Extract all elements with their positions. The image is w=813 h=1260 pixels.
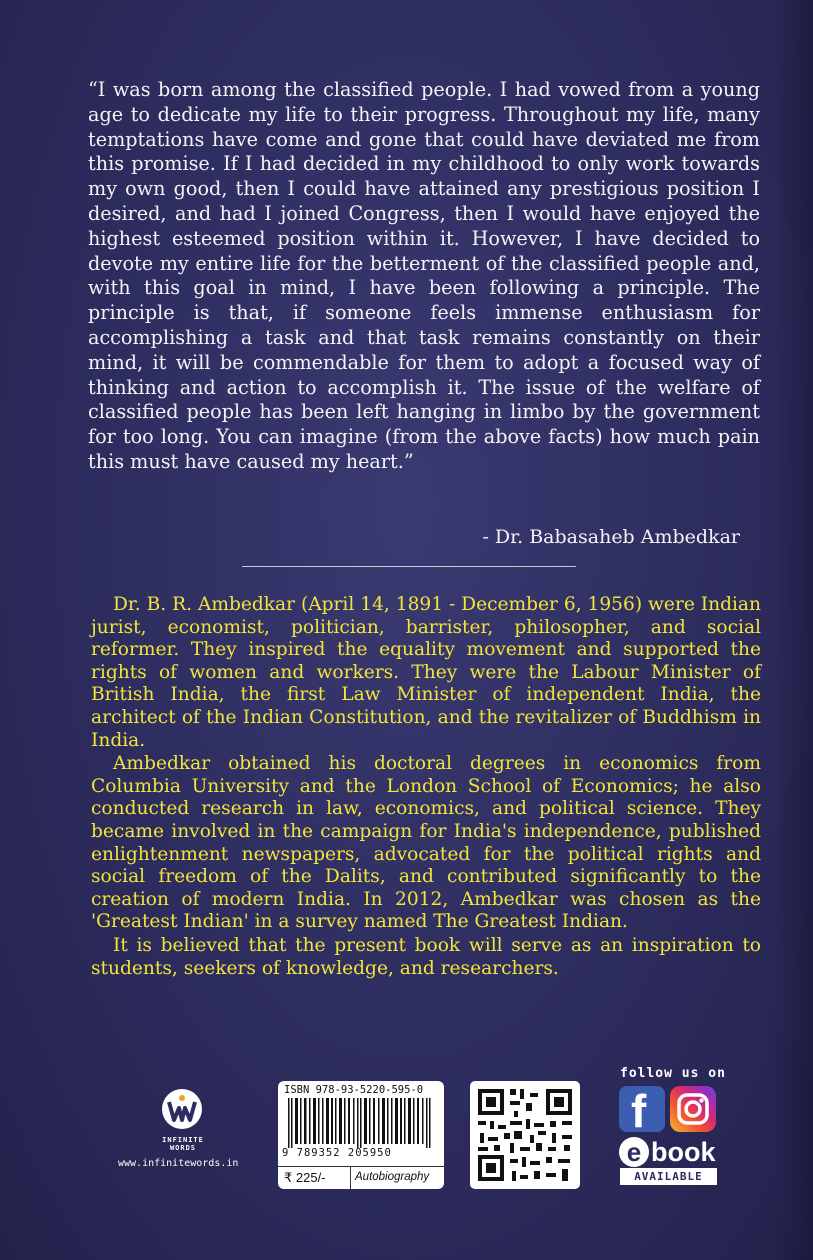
isbn-barcode xyxy=(278,1081,444,1189)
price: ₹ 225/- xyxy=(284,1170,326,1185)
spine-shadow xyxy=(773,0,813,1260)
ebook-e-icon: e xyxy=(619,1137,649,1167)
barcode-bars xyxy=(286,1098,436,1148)
author-biography xyxy=(91,594,761,980)
ebook-available: AVAILABLE xyxy=(620,1168,717,1185)
qr-code xyxy=(470,1081,580,1189)
price-divider xyxy=(350,1167,351,1190)
instagram-icon xyxy=(670,1086,716,1132)
instagram-glyph-icon xyxy=(670,1086,716,1132)
divider xyxy=(242,566,576,567)
ebook-word: book xyxy=(651,1137,716,1167)
quote-text: “I was born among the classified people. I had vowed from a young age to dedicate my life to their progress. Throughout my life, many temptations have come and gone that could have deviated me from this promise. If I had decided in my childhood to only work towards my own good, then I could have attained any prestigious position I desired, and had I joined Congress, then I would have enjoyed the highest esteemed position within it. However, I have decided to devote my entire life for the betterment of the classified people and, with this goal in mind, I have been following a principle. The principle is that, if someone feels immense enthusiasm for accomplishing a task and that task remains constantly on their mind, it will be commendable for them to adopt a focused way of thinking and action to accomplish it. The issue of the welfare of classified people has been left hanging in limbo by the government for too long. You can imagine (from the above facts) how much pain this must have caused my heart.” xyxy=(88,78,760,473)
infinite-words-logo-icon xyxy=(161,1088,203,1130)
bio-paragraph: Dr. B. R. Ambedkar (April 14, 1891 - December 6, 1956) were Indian jurist, economist, politician, barrister, philosopher, and social reformer. They inspired the equality movement and supported the rights of women and workers. They were the Labour Minister of British India, the first Law Minister of independent India, the architect of the Indian Constitution, and the revitalizer of Buddhism in India. xyxy=(91,594,761,751)
publisher-url: www.infinitewords.in xyxy=(118,1158,239,1169)
follow-us-label: follow us on xyxy=(620,1066,726,1081)
book-category: Autobiography xyxy=(355,1171,430,1183)
quote-author: - Dr. Babasaheb Ambedkar xyxy=(482,526,740,548)
facebook-glyph: f xyxy=(631,1085,647,1137)
publisher-logo xyxy=(118,1088,268,1178)
qr-code-icon xyxy=(470,1081,580,1189)
bio-paragraph: Ambedkar obtained his doctoral degrees in economics from Columbia University and the London School of Economics; he also conducted research in law, economics, and political science. They became involved in the campaign for India's independence, published enlightenment newspapers, advocated for the political rights and social freedom of the Dalits, and contributed significantly to the creation of modern India. In 2012, Ambedkar was chosen as the 'Greatest Indian' in a survey named The Greatest Indian. xyxy=(91,753,761,933)
ebook-badge xyxy=(619,1137,716,1167)
isbn-number: ISBN 978-93-5220-595-0 xyxy=(284,1084,424,1096)
facebook-icon xyxy=(619,1085,665,1137)
bio-paragraph: It is believed that the present book will serve as an inspiration to students, seekers of knowledge, and researchers. xyxy=(91,934,761,979)
barcode-digits: 9 789352 205950 xyxy=(282,1147,392,1159)
publisher-name: INFINITE WORDS xyxy=(162,1136,204,1152)
price-row xyxy=(278,1166,444,1190)
